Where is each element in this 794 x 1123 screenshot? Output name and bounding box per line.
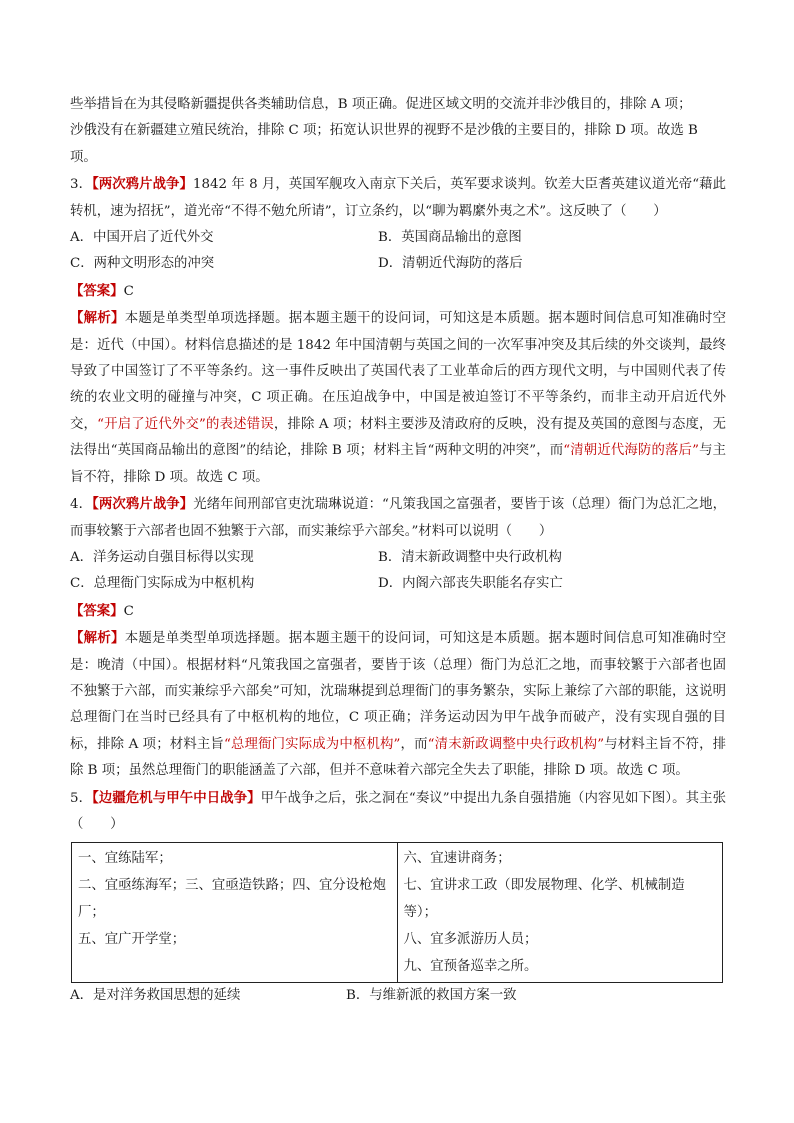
option-d[interactable]: D．内阁六部丧失职能名存实亡	[378, 576, 563, 592]
options-grid	[70, 225, 726, 278]
intro-analysis	[70, 92, 726, 171]
question-stem	[70, 171, 726, 225]
table-cell-right	[397, 843, 723, 983]
question-4	[70, 491, 726, 784]
measure-item: 一、宜练陆军；	[78, 851, 172, 867]
option-a[interactable]: A．中国开启了近代外交	[70, 230, 214, 246]
analysis-highlight: “清朝近代海防的落后”	[563, 443, 699, 459]
analysis-highlight: “总理衙门实际成为中枢机构”	[223, 736, 401, 752]
topic-tag: 【两次鸦片战争】	[92, 496, 194, 513]
answer-label: 【答案】	[70, 602, 124, 619]
answer-value: C	[123, 603, 134, 619]
analysis-text: 本题是单类型单项选择题。据本题主题干的设问词，可知这是本质题。据本题时间信息可知准确时空是：近代（中国）。材料信息描述的是 1842 年中国清朝与英国之间的一次军事冲突及其后续的外交谈判，最终导致了中国签订了不平等条约。这一事件反映出了英国代表了工业革命后的西方现代文明，与中国则代表了传统的农业文明的碰撞与冲突，C 项正确。在压迫战争中，中国是被迫签订不平等条约，而非主动开启近代外交，	[70, 311, 727, 432]
option-d[interactable]: D．清朝近代海防的落后	[378, 256, 523, 272]
option-b[interactable]: B．与维新派的救国方案一致	[346, 988, 517, 1004]
analysis-label: 【解析】	[70, 630, 125, 647]
options-grid	[70, 983, 726, 1009]
intro-line: 些举措旨在为其侵略新疆提供各类辅助信息，B 项正确。促进区域文明的交流并非沙俄目的，排除 A 项；	[70, 97, 692, 112]
analysis-text: 与材料主旨不符，排除 B 项；虽然总理衙门的职能涵盖了六部，但并不意味着六部完全失去了职能，排除 D 项。故选 C 项。	[70, 736, 727, 779]
analysis-highlight: “开启了近代外交”的表述错误	[97, 416, 274, 432]
option-b[interactable]: B．英国商品输出的意图	[378, 230, 522, 246]
stem-text: 甲午战争之后，张之洞在“奏议”中提出九条自强措施（内容见如下图）。其主张（ ）	[70, 790, 726, 832]
question-stem	[70, 491, 726, 545]
measure-item: 七、宜讲求工政（即发展物理、化学、机械制造等）；	[403, 878, 685, 921]
answer-label: 【答案】	[70, 282, 124, 299]
analysis-text: 本题是单类型单项选择题。据本题主题干的设问词，可知这是本质题。据本题时间信息可知准确时空是：晚清（中国）。根据材料“凡策我国之富强者，要皆于该（总理）衙门为总汇之地，而事较繁于六部者也固不独繁于六部，而实兼综乎六部矣”可知，沈瑞琳提到总理衙门的事务繁杂，实际上兼综了六部的职能，这说明总理衙门在当时已经具有了中枢机构的地位，C 项正确；洋务运动因为甲午战争而破产，没有实现自强的目标，排除 A 项；材料主旨	[70, 631, 727, 752]
measure-item: 五、宜广开学堂；	[78, 932, 186, 948]
measure-item: 六、宜速讲商务；	[403, 851, 511, 867]
analysis-paragraph	[70, 305, 726, 491]
answer-value: C	[123, 283, 134, 299]
question-number: 4．	[70, 497, 93, 513]
option-c[interactable]: C．两种文明形态的冲突	[70, 256, 215, 272]
stem-text: 光绪年间刑部官吏沈瑞琳说道：“凡策我国之富强者，要皆于该（总理）衙门为总汇之地，而事较繁于六部者也固不独繁于六部，而实兼综乎六部矣。”材料可以说明（ ）	[70, 497, 726, 539]
intro-line: 沙俄没有在新疆建立殖民统治，排除 C 项；拓宽认识世界的视野不是沙俄的主要目的，排除 D 项。故选 B	[70, 123, 698, 139]
answer-line	[70, 278, 726, 305]
options-grid	[70, 545, 726, 598]
option-c[interactable]: C．总理衙门实际成为中枢机构	[70, 576, 255, 592]
question-number: 3．	[70, 177, 93, 193]
analysis-label: 【解析】	[70, 310, 125, 327]
topic-tag: 【两次鸦片战争】	[92, 176, 193, 193]
document-page	[70, 92, 726, 1009]
question-number: 5．	[70, 790, 93, 806]
analysis-text: 与主旨不符，排除 D 项。故选 C 项。	[70, 443, 726, 485]
analysis-text: ，排除 A 项；材料主要涉及清政府的反映，没有提及英国的意图与态度，无法得出“英国商品输出的意图”的结论，排除 B 项；材料主旨“两种文明的冲突”，而	[70, 416, 727, 459]
table-cell-left	[72, 843, 398, 983]
option-a[interactable]: A．洋务运动自强目标得以实现	[70, 549, 254, 565]
measure-item: 八、宜多派游历人员；	[403, 932, 538, 948]
measure-item: 二、宜亟练海军；三、宜亟造铁路；四、宜分设枪炮厂；	[78, 878, 386, 921]
stem-text: 1842 年 8 月，英国军舰攻入南京下关后，英军要求谈判。钦差大臣耆英建议道光帝“藉此转机，速为招抚”，道光帝“不得不勉允所请”，订立条约，以“聊为羁縻外夷之术”。这反映了（ ）	[70, 177, 726, 219]
question-3	[70, 171, 726, 491]
intro-line: 项。	[70, 149, 97, 165]
option-a[interactable]: A．是对洋务救国思想的延续	[70, 988, 241, 1004]
analysis-paragraph	[70, 625, 726, 784]
topic-tag: 【边疆危机与甲午中日战争】	[92, 789, 261, 806]
analysis-text: ，而	[400, 736, 428, 752]
option-b[interactable]: B．清末新政调整中央行政机构	[378, 549, 562, 565]
measure-item: 九、宜预备巡幸之所。	[403, 959, 538, 975]
measures-table	[71, 842, 723, 983]
answer-line	[70, 598, 726, 625]
question-5	[70, 785, 726, 1010]
question-stem	[70, 785, 726, 839]
analysis-highlight: “清末新政调整中央行政机构”	[427, 736, 605, 752]
